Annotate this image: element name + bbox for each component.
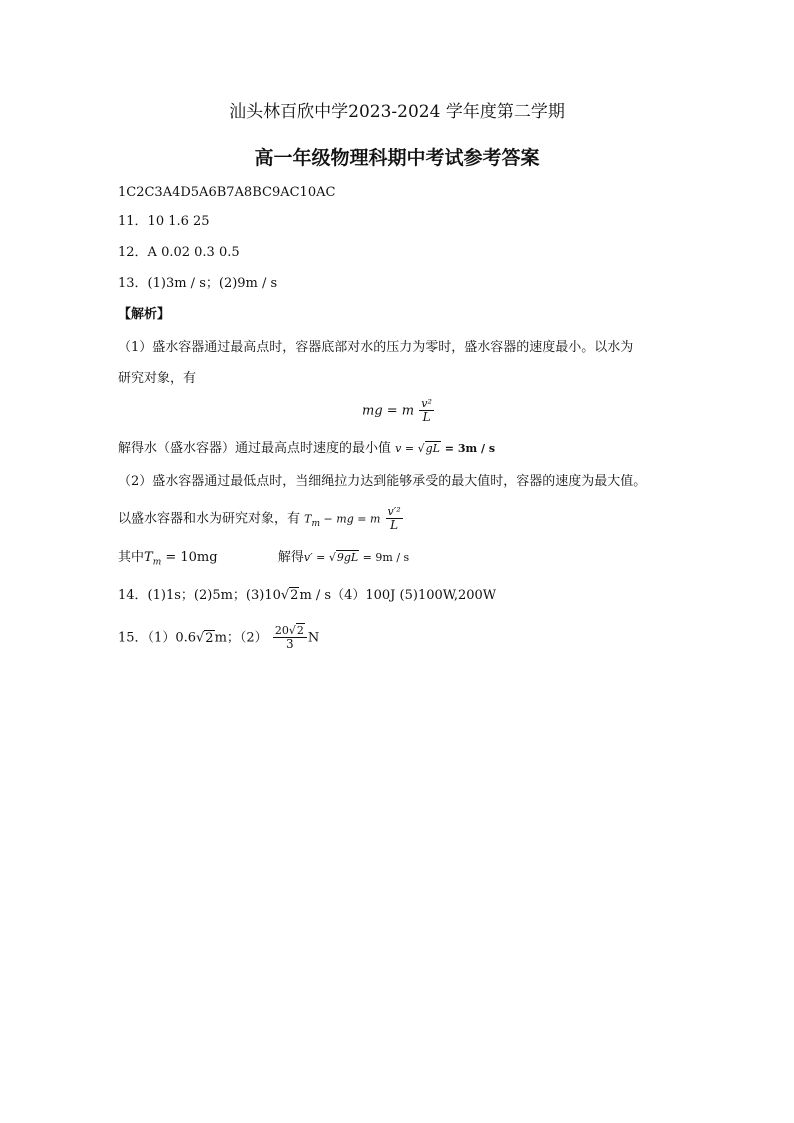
multiple-choice-answers: 1C2C3A4D5A6B7A8BC9AC10AC bbox=[118, 185, 336, 200]
eq2-denominator: L bbox=[386, 518, 403, 532]
q14-prefix: 14．(1)1s；(2)5m；(3)10 bbox=[118, 588, 281, 603]
p2-line3-prefix: 其中 bbox=[118, 550, 145, 565]
answer-q14: 14．(1)1s；(2)5m；(3)10√2m / s（4）100J (5)100W,200W bbox=[118, 588, 497, 603]
answer-q12: 12．A 0.02 0.3 0.5 bbox=[118, 245, 240, 260]
analysis-p2-line3: 其中$T_m = 10mg$ 解得v′ = √9gL = 9m / s bbox=[118, 550, 410, 568]
p1-result-rhs: = 3m / s bbox=[440, 442, 496, 455]
p1-result-text: 解得水（盛水容器）通过最高点时速度的最小值 bbox=[118, 441, 392, 456]
eq2-tension: T bbox=[304, 512, 312, 526]
analysis-heading: 【解析】 bbox=[118, 307, 171, 322]
q15-num-coef: 20 bbox=[274, 624, 289, 637]
eq1-denominator: L bbox=[419, 410, 434, 424]
p2-line3-radicand: 9gL bbox=[336, 551, 359, 564]
p2-line3-value: = 10mg bbox=[161, 550, 218, 565]
equation-top-point bbox=[362, 398, 435, 424]
eq2-mid: − mg = m bbox=[320, 512, 381, 526]
q15-mid: m；（2） bbox=[214, 630, 268, 646]
q15-num-radicand: 2 bbox=[296, 624, 304, 637]
eq1-fraction bbox=[419, 398, 434, 424]
p2-line3-tension: T bbox=[144, 550, 153, 565]
q15-prefix: 15．（1）0.6 bbox=[118, 630, 196, 646]
eq2-fraction bbox=[386, 506, 403, 532]
q14-radicand: 2 bbox=[290, 588, 299, 603]
p2-line3-v: v′ = bbox=[303, 551, 329, 564]
school-semester-title: 汕头林百欣中学2023-2024 学年度第二学期 bbox=[229, 102, 565, 122]
q15-numerator: 20√2 bbox=[274, 624, 304, 637]
analysis-p1-line1: （1）盛水容器通过最高点时，容器底部对水的压力为零时，盛水容器的速度最小。以水为 bbox=[118, 340, 634, 355]
p2-line3-tension-sub: m bbox=[152, 557, 162, 568]
answer-q15: 15．（1）0.6√2m；（2） $\frac{20√2}{3}$ N bbox=[118, 624, 320, 651]
p2-line2-text: 以盛水容器和水为研究对象，有 bbox=[118, 511, 301, 527]
eq1-numerator: v² bbox=[421, 397, 432, 410]
p2-line3-solve: 解得 bbox=[277, 550, 304, 565]
eq2-numerator: v′² bbox=[387, 505, 401, 518]
analysis-p1-line2: 研究对象，有 bbox=[118, 371, 197, 386]
q15-fraction bbox=[273, 625, 307, 651]
p2-line3-rhs: = 9m / s bbox=[359, 551, 410, 564]
q15-denominator: 3 bbox=[273, 637, 307, 651]
answer-q11: 11．10 1.6 25 bbox=[118, 214, 210, 229]
q15-unit: N bbox=[307, 630, 320, 646]
analysis-p2-line1: （2）盛水容器通过最低点时，当细绳拉力达到能够承受的最大值时，容器的速度为最大值。 bbox=[118, 474, 647, 489]
p1-result-radicand: gL bbox=[425, 442, 440, 455]
exam-answer-title: 高一年级物理科期中考试参考答案 bbox=[254, 147, 540, 169]
p1-result-lhs: v = bbox=[395, 442, 418, 455]
q14-suffix: m / s（4）100J (5)100W,200W bbox=[299, 588, 497, 603]
analysis-p2-line2 bbox=[118, 506, 404, 532]
eq2-tension-sub: m bbox=[311, 519, 321, 530]
q15-radicand: 2 bbox=[205, 630, 214, 646]
eq1-left: mg = m bbox=[362, 403, 415, 419]
analysis-p1-result: 解得水（盛水容器）通过最高点时速度的最小值 v = √gL = 3m / s bbox=[118, 441, 496, 456]
answer-q13: 13．(1)3m / s；(2)9m / s bbox=[118, 276, 278, 291]
